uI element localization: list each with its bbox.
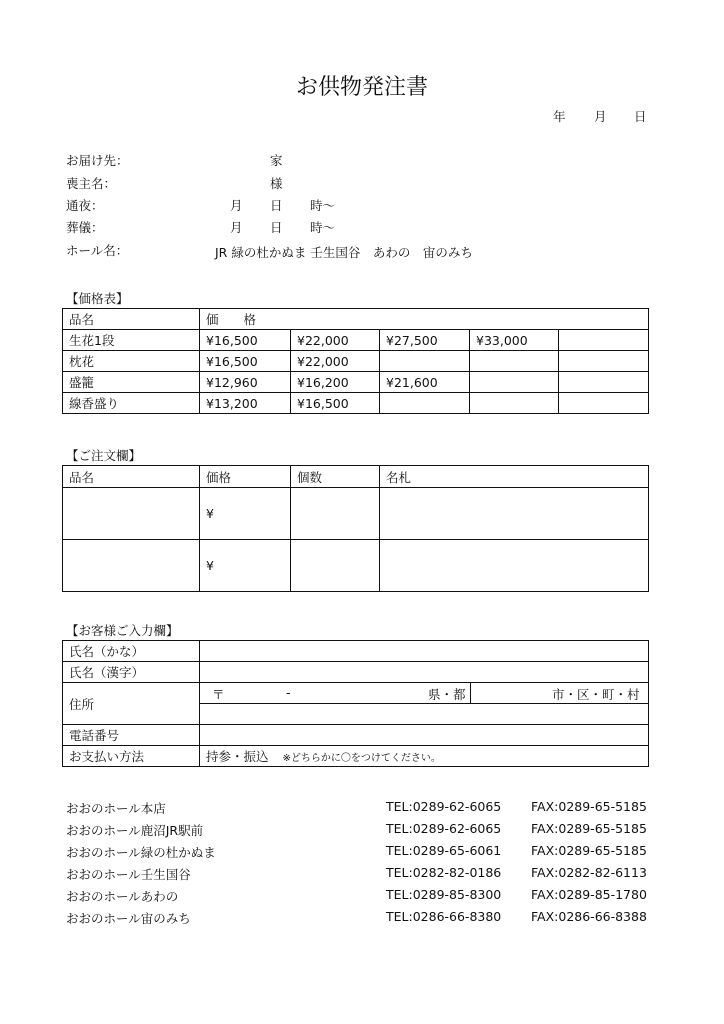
address-row	[63, 683, 649, 704]
kanji-label: 氏名（漢字）	[63, 662, 200, 683]
shop-tel: TEL:0286-66-8380	[386, 909, 502, 924]
address-label: 住所	[63, 683, 200, 725]
table-row	[63, 393, 649, 414]
shop-tel: TEL:0289-65-6061	[386, 843, 502, 858]
price-header-row	[63, 309, 649, 330]
order-header-qty: 個数	[291, 466, 380, 488]
price-header-price: 価 格	[200, 309, 649, 330]
address-divider	[470, 683, 471, 703]
page-title: お供物発注書	[295, 75, 428, 100]
payment-row	[63, 746, 649, 767]
phone-input[interactable]	[200, 725, 649, 746]
date-month[interactable]: 月	[594, 109, 607, 124]
order-header-price: 価格	[200, 466, 291, 488]
date-day[interactable]: 日	[634, 109, 647, 124]
price-cell	[559, 351, 649, 372]
price-table	[62, 308, 649, 414]
shop-name: おおのホール鹿沼JR駅前	[66, 823, 204, 838]
price-cell: ¥21,600	[380, 372, 470, 393]
funeral-time: 時～	[310, 220, 336, 235]
price-cell	[559, 330, 649, 351]
shop-fax: FAX:0282-82-6113	[531, 865, 647, 880]
order-item-input[interactable]	[63, 488, 200, 540]
postal-dash: -	[286, 685, 291, 700]
price-cell: ¥16,200	[291, 372, 380, 393]
shop-tel: TEL:0289-62-6065	[386, 799, 502, 814]
price-cell	[470, 351, 559, 372]
shop-tel: TEL:0282-82-0186	[386, 865, 502, 880]
price-cell: ¥16,500	[200, 351, 291, 372]
customer-section-heading: 【お客様ご入力欄】	[66, 623, 179, 638]
order-row	[63, 540, 649, 592]
price-header-name: 品名	[63, 309, 200, 330]
address-line-1[interactable]	[200, 683, 649, 704]
wake-month: 月	[230, 198, 243, 213]
price-cell	[470, 372, 559, 393]
wake-label: 通夜：	[66, 198, 104, 213]
order-qty-input[interactable]	[291, 488, 380, 540]
order-table	[62, 465, 649, 592]
funeral-label: 葬儀：	[66, 220, 104, 235]
order-header-nameplate: 名札	[380, 466, 649, 488]
payment-options[interactable]: 持参・振込	[206, 749, 269, 764]
shop-fax: FAX:0289-65-5185	[531, 843, 647, 858]
price-cell: ¥27,500	[380, 330, 470, 351]
payment-note: ※どちらかに〇をつけてください。	[282, 753, 441, 764]
price-cell: ¥12,960	[200, 372, 291, 393]
address-line-2[interactable]	[200, 704, 649, 725]
shop-fax: FAX:0286-66-8388	[531, 909, 647, 924]
shop-name: おおのホール宙のみち	[66, 911, 191, 926]
table-row	[63, 351, 649, 372]
shop-fax: FAX:0289-65-5185	[531, 821, 647, 836]
prefecture-label: 県・都	[428, 687, 466, 702]
kana-row	[63, 641, 649, 662]
item-name: 枕花	[63, 351, 200, 372]
order-nameplate-input[interactable]	[380, 488, 649, 540]
hall-options[interactable]: JR 緑の杜かぬま 壬生国谷 あわの 宙のみち	[215, 245, 473, 260]
mourner-label: 喪主名：	[66, 176, 117, 191]
item-name: 盛籠	[63, 372, 200, 393]
order-item-input[interactable]	[63, 540, 200, 592]
delivery-suffix: 家	[270, 153, 283, 168]
postal-mark: 〒	[212, 687, 225, 702]
price-cell: ¥22,000	[291, 351, 380, 372]
price-cell	[470, 393, 559, 414]
order-section-heading: 【ご注文欄】	[66, 448, 142, 463]
phone-label: 電話番号	[63, 725, 200, 746]
kanji-input[interactable]	[200, 662, 649, 683]
city-label: 市・区・町・村	[552, 687, 640, 702]
funeral-month: 月	[230, 220, 243, 235]
shop-fax: FAX:0289-65-5185	[531, 799, 647, 814]
shop-tel: TEL:0289-62-6065	[386, 821, 502, 836]
price-cell: ¥16,500	[200, 330, 291, 351]
price-cell: ¥13,200	[200, 393, 291, 414]
price-cell	[380, 393, 470, 414]
shop-name: おおのホールあわの	[66, 889, 179, 904]
shop-fax: FAX:0289-85-1780	[531, 887, 647, 902]
price-cell: ¥16,500	[291, 393, 380, 414]
order-price-input[interactable]: ¥	[200, 488, 291, 540]
table-row	[63, 330, 649, 351]
mourner-suffix: 様	[270, 176, 283, 191]
phone-row	[63, 725, 649, 746]
customer-table	[62, 640, 649, 767]
funeral-day: 日	[270, 220, 283, 235]
price-section-heading: 【価格表】	[66, 291, 129, 306]
shop-name: おおのホール本店	[66, 801, 166, 816]
table-row	[63, 372, 649, 393]
wake-day: 日	[270, 198, 283, 213]
price-cell	[380, 351, 470, 372]
price-cell	[559, 372, 649, 393]
order-header-item: 品名	[63, 466, 200, 488]
item-name: 生花1段	[63, 330, 200, 351]
date-year[interactable]: 年	[553, 109, 566, 124]
delivery-label: お届け先：	[66, 153, 129, 168]
order-price-input[interactable]: ¥	[200, 540, 291, 592]
kana-label: 氏名（かな）	[63, 641, 200, 662]
price-cell: ¥22,000	[291, 330, 380, 351]
item-name: 線香盛り	[63, 393, 200, 414]
price-cell: ¥33,000	[470, 330, 559, 351]
wake-time: 時～	[310, 198, 336, 213]
order-row	[63, 488, 649, 540]
kana-input[interactable]	[200, 641, 649, 662]
shop-name: おおのホール緑の杜かぬま	[66, 845, 216, 860]
shop-tel: TEL:0289-85-8300	[386, 887, 502, 902]
payment-input[interactable]	[200, 746, 649, 767]
hall-label: ホール名：	[66, 243, 129, 258]
order-nameplate-input[interactable]	[380, 540, 649, 592]
order-header-row	[63, 466, 649, 488]
shop-name: おおのホール壬生国谷	[66, 867, 191, 882]
price-cell	[559, 393, 649, 414]
order-qty-input[interactable]	[291, 540, 380, 592]
payment-label: お支払い方法	[63, 746, 200, 767]
kanji-row	[63, 662, 649, 683]
